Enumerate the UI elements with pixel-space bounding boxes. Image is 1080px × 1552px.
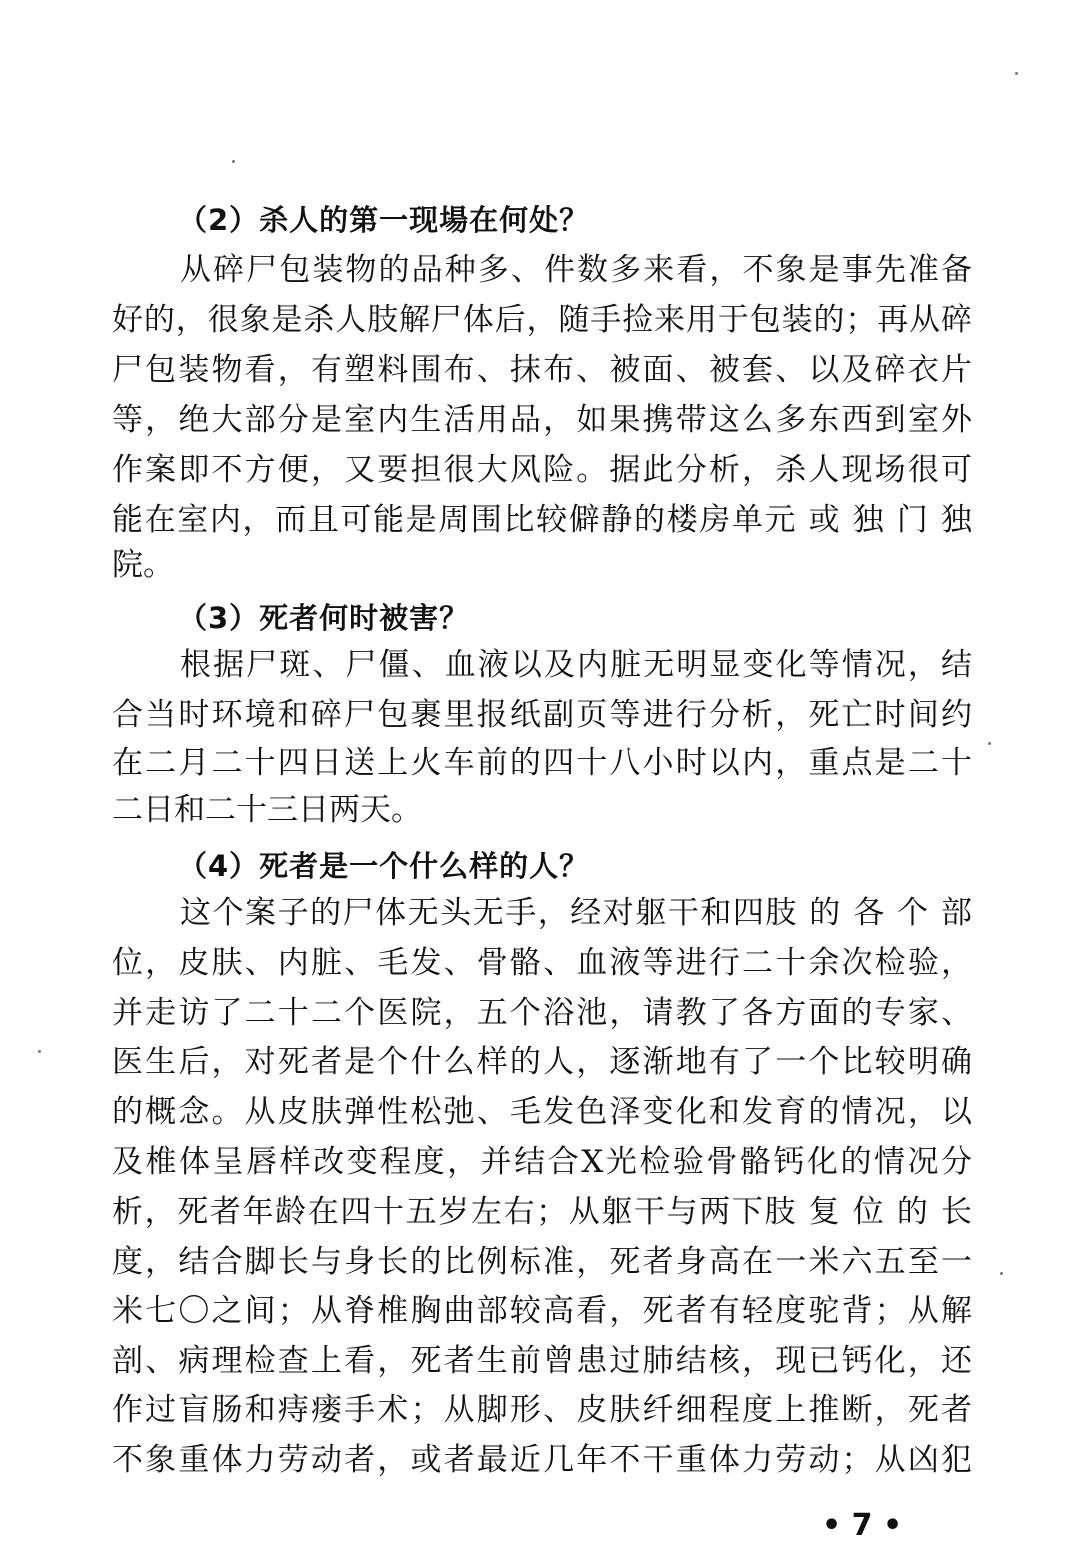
paragraph-1-line: 从碎尸包装物的品种多、件数多来看，不象是事先准备 (180, 252, 972, 288)
paragraph-3-line: 析，死者年龄在四十五岁左右；从躯干与两下肢 复 位 的 长 (112, 1194, 972, 1230)
scan-speck (232, 160, 235, 163)
paragraph-1-line: 好的，很象是杀人肢解尸体后，随手捡来用于包装的；再从碎 (112, 302, 972, 338)
section-heading-3: （3）死者何时被害？ (178, 601, 470, 635)
paragraph-1-line: 尸包装物看，有塑料围布、抹布、被面、被套、以及碎衣片 (112, 352, 972, 388)
paragraph-3-line: 的概念。从皮肤弹性松弛、毛发色泽变化和发育的情况，以 (112, 1094, 972, 1130)
paragraph-2-line: 根据尸斑、尸僵、血液以及内脏无明显变化等情况，结 (180, 647, 972, 683)
paragraph-2-line: 二日和二十三日两天。 (112, 792, 422, 828)
paragraph-1-line: 作案即不方便，又要担很大风险。据此分析，杀人现场很可 (112, 452, 972, 488)
scan-speck (1015, 72, 1018, 75)
section-heading-4: （4）死者是一个什么样的人？ (178, 849, 590, 883)
scan-speck (38, 1050, 41, 1053)
paragraph-1-line: 院。 (112, 547, 174, 583)
paragraph-3-line: 不象重体力劳动者，或者最近几年不干重体力劳动；从凶犯 (112, 1442, 972, 1478)
paragraph-2-line: 在二月二十四日送上火车前的四十八小时以内，重点是二十 (112, 745, 972, 781)
paragraph-3-line: 度，结合脚长与身长的比例标准，死者身高在一米六五至一 (112, 1244, 972, 1280)
paragraph-3-line: 并走访了二十二个医院，五个浴池，请教了各方面的专家、 (112, 995, 972, 1031)
paragraph-1-line: 能在室内，而且可能是周围比较僻静的楼房单元 或 独 门 独 (112, 502, 972, 538)
paragraph-2-line: 合当时环境和碎尸包裹里报纸副页等进行分析，死亡时间约 (112, 697, 972, 733)
paragraph-3-line: 及椎体呈唇样改变程度，并结合X光检验骨骼钙化的情况分 (112, 1144, 972, 1180)
paragraph-3-line: 位，皮肤、内脏、毛发、骨骼、血液等进行二十余次检验， (112, 945, 972, 981)
paragraph-3-line: 作过盲肠和痔瘘手术；从脚形、皮肤纤细程度上推断，死者 (112, 1392, 972, 1428)
scan-speck (988, 742, 991, 745)
page-number: • 7 • (822, 1508, 903, 1543)
paragraph-3-line: 这个案子的尸体无头无手，经对躯干和四肢 的 各 个 部 (180, 895, 972, 931)
paragraph-3-line: 米七〇之间；从脊椎胸曲部较高看，死者有轻度驼背；从解 (112, 1293, 972, 1329)
paragraph-1-line: 等，绝大部分是室内生活用品，如果携带这么多东西到室外 (112, 402, 972, 438)
section-heading-2: （2）杀人的第一现場在何处？ (178, 203, 590, 237)
paragraph-3-line: 医生后，对死者是个什么样的人，逐渐地有了一个比较明确 (112, 1044, 972, 1080)
scan-speck (1000, 1272, 1003, 1275)
paragraph-3-line: 剖、病理检查上看，死者生前曾患过肺结核，现已钙化，还 (112, 1343, 972, 1379)
